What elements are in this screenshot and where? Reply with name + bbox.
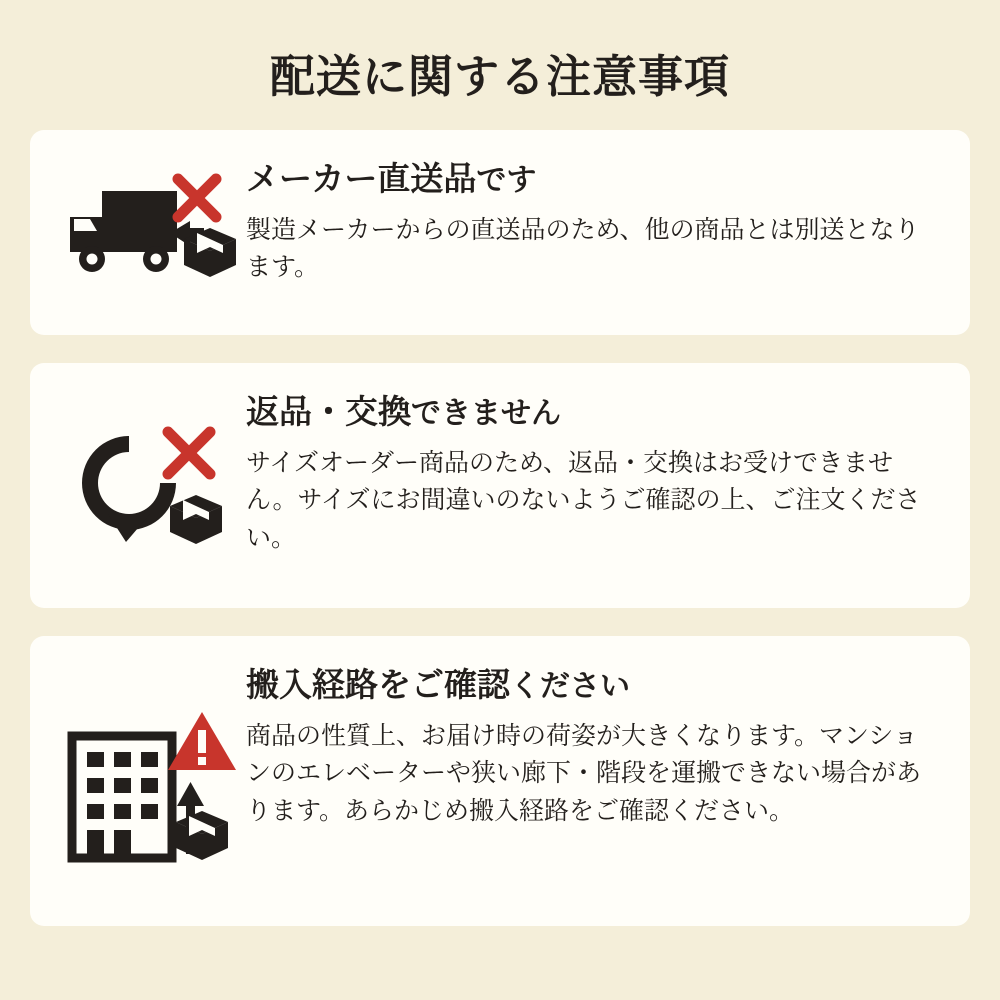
notice-heading-tail: ください [510,670,630,703]
notice-heading-main: 返品・交換 [246,393,411,430]
notice-text: 商品の性質上、お届け時の荷姿が大きくなります。マンションのエレベーターや狭い廊下・階段を運搬できない場合があります。あらかじめ搬入経路をご確認ください。 [246,721,922,825]
no-return-exchange-icon [56,418,246,553]
notice-card-direct-shipping [30,130,970,335]
notice-text: 製造メーカーからの直送品のため、他の商品とは別送となります。 [246,215,920,281]
notice-heading-main: メーカー直送品 [246,160,477,197]
notice-heading [246,664,936,706]
page-title: 配送に関する注意事項 [269,51,730,102]
notice-text: サイズオーダー商品のため、返品・交換はお受けできません。サイズにお間違いのないようご確認の上、ご注文ください。 [246,448,921,552]
notice-heading-tail: できません [411,397,561,430]
notice-card-body [246,389,936,557]
notice-card-body [246,662,936,830]
notice-heading-tail: です [476,164,537,197]
truck-no-delivery-icon [56,173,246,293]
building-carry-in-warning-icon [56,694,246,869]
notice-card-body [246,156,936,287]
notice-card-no-returns [30,363,970,608]
notice-card-carry-in-route [30,636,970,926]
notice-heading [246,158,936,200]
notice-heading-main: 搬入経路をご確認 [246,666,510,703]
notice-heading [246,391,936,433]
